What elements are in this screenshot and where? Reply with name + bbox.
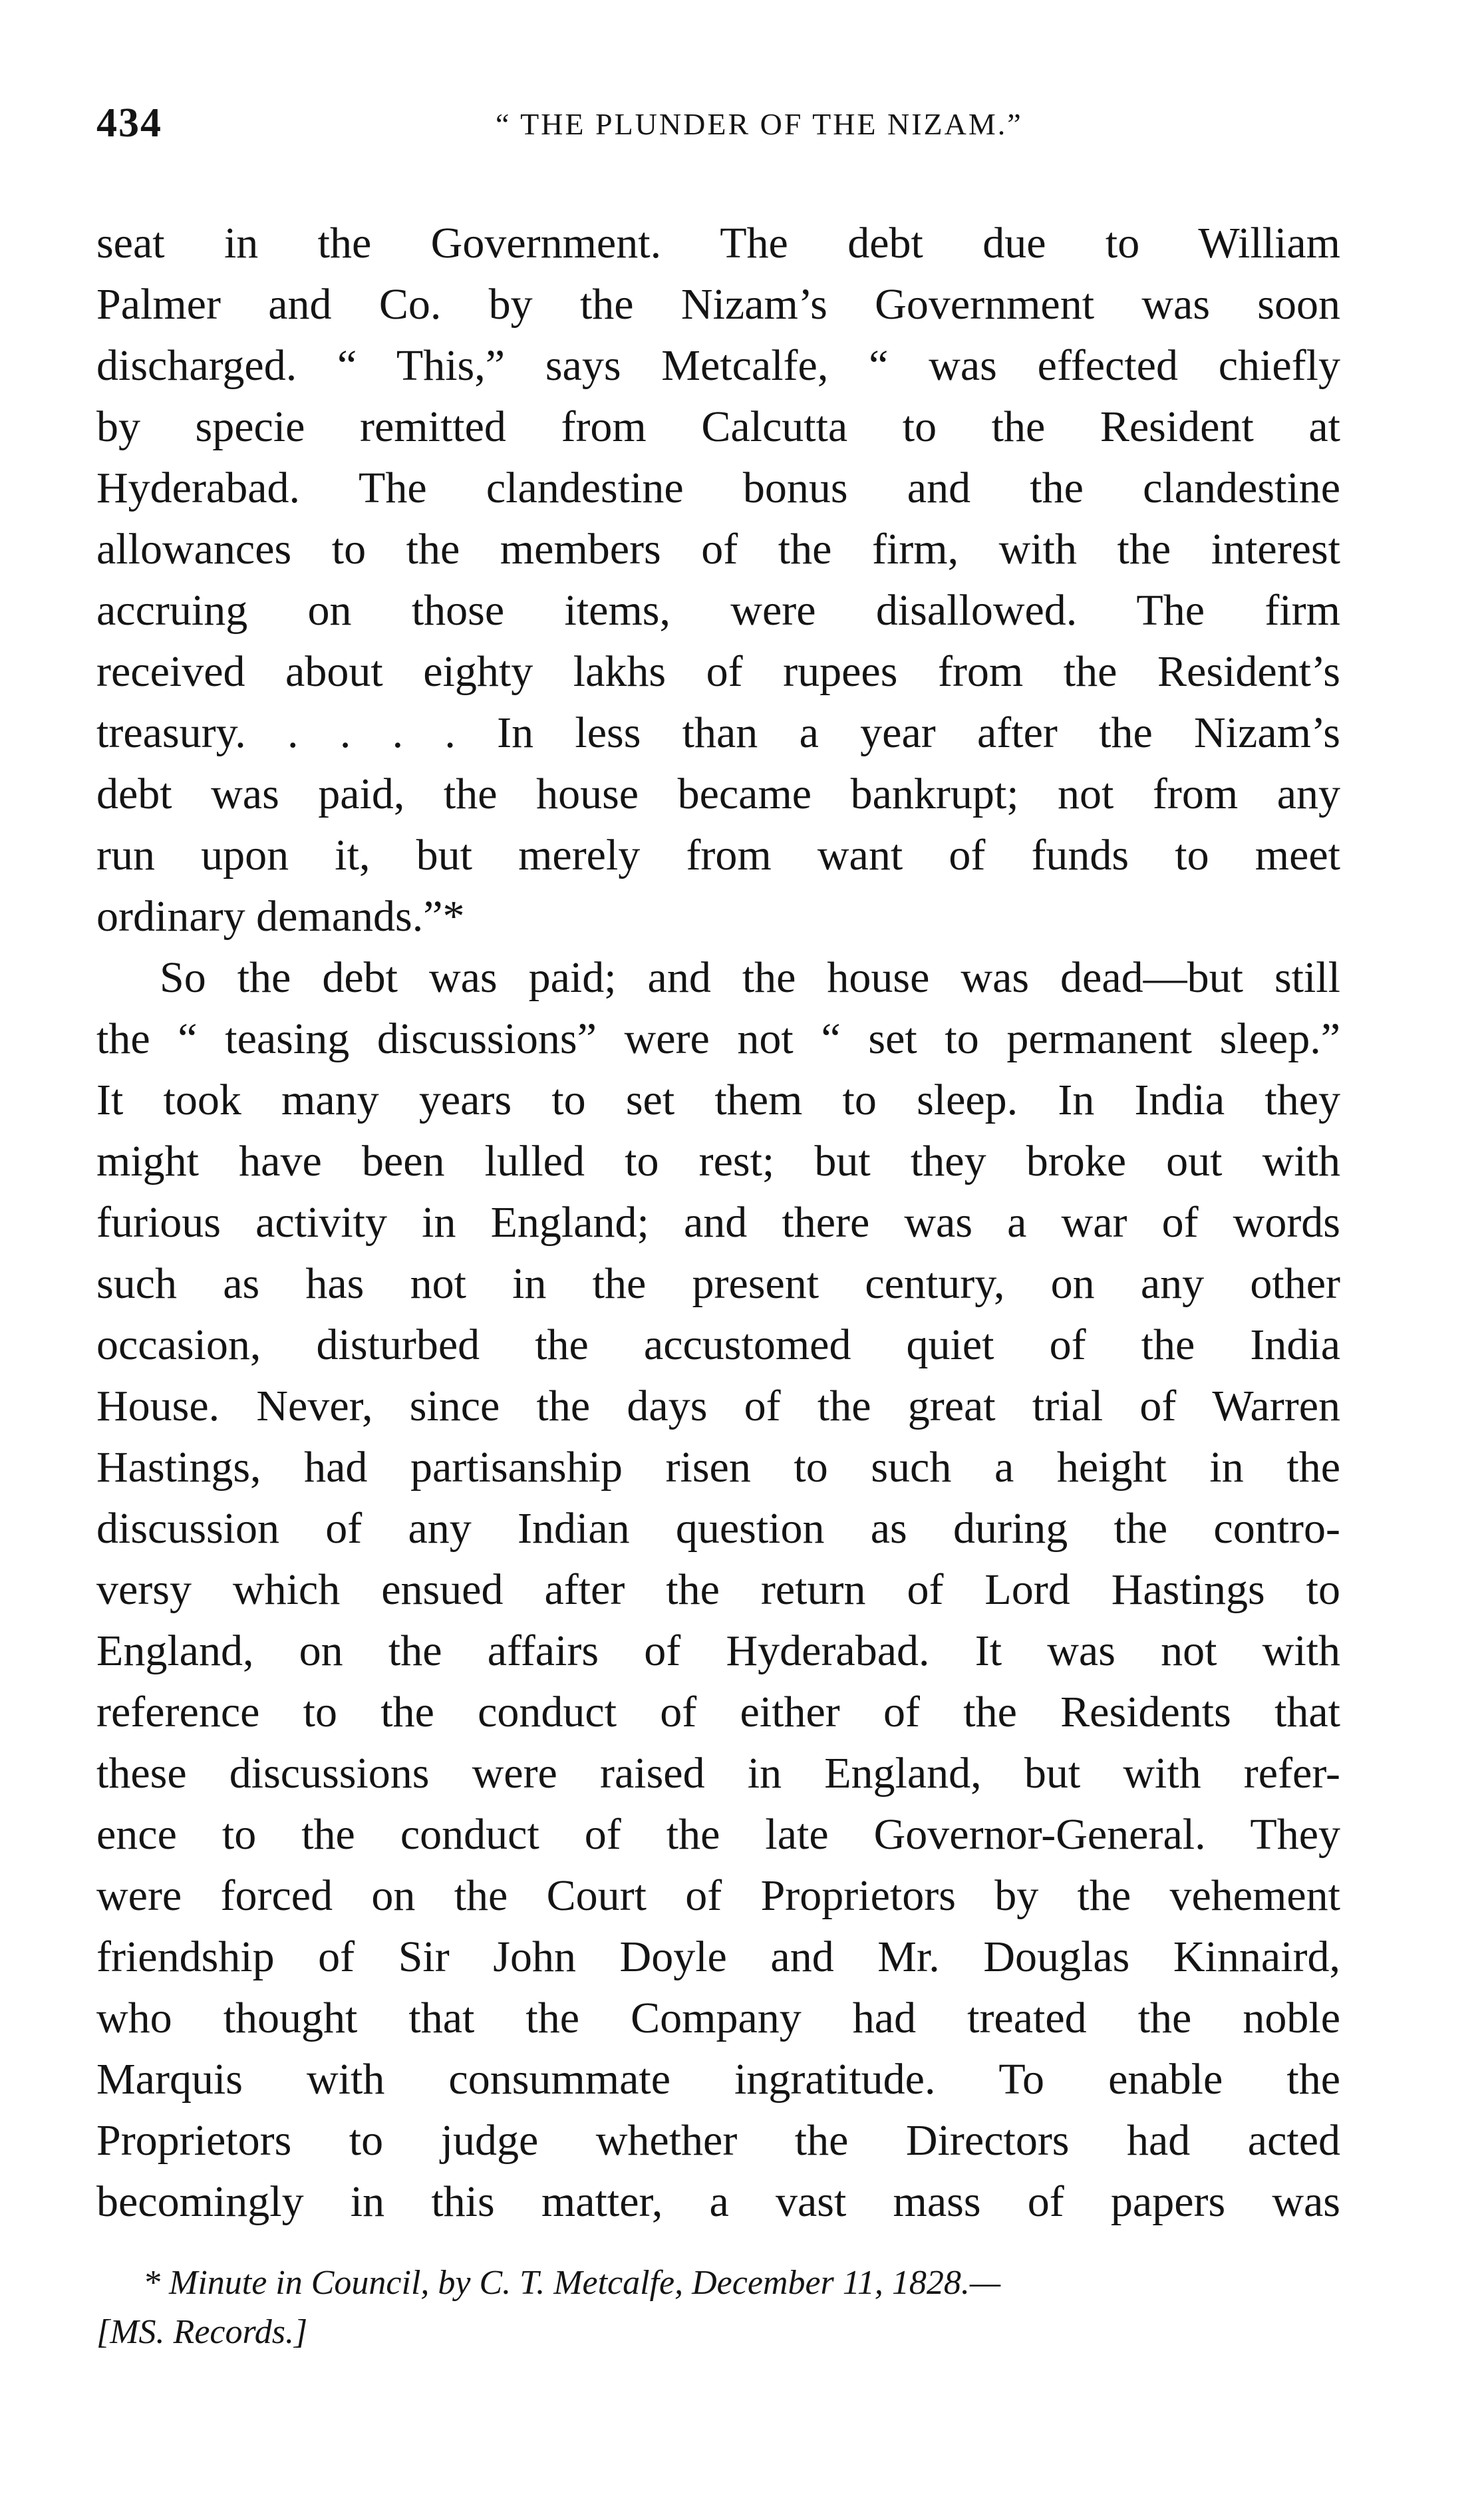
text-line: Marquis with consummate ingratitude. To enable the xyxy=(96,2055,1340,2104)
text-line: discharged. “ This,” says Metcalfe, “ was effected chiefly xyxy=(96,341,1340,390)
text-line: run upon it, but merely from want of funds to meet xyxy=(96,831,1340,879)
text-line: Palmer and Co. by the Nizam’s Government was soon xyxy=(96,280,1340,329)
text-line: Hastings, had partisanship risen to such a height in the xyxy=(96,1443,1340,1492)
text-line: the “ teasing discussions” were not “ set to permanent sleep.” xyxy=(96,1015,1340,1063)
text-line: these discussions were raised in England, but with refer- xyxy=(96,1749,1340,1798)
text-line: might have been lulled to rest; but they broke out with xyxy=(96,1137,1340,1185)
footnote-line: [MS. Records.] xyxy=(96,2313,308,2351)
text-line: seat in the Government. The debt due to William xyxy=(96,219,1340,267)
text-line: House. Never, since the days of the great trial of Warren xyxy=(96,1382,1340,1430)
text-line: Proprietors to judge whether the Directors had acted xyxy=(96,2116,1340,2165)
text-line: such as has not in the present century, on any other xyxy=(96,1259,1340,1308)
text-line: occasion, disturbed the accustomed quiet of the India xyxy=(96,1321,1340,1369)
text-line: treasury. . . . . In less than a year after the Nizam’s xyxy=(96,708,1340,757)
text-line: friendship of Sir John Doyle and Mr. Douglas Kinnaird, xyxy=(96,1933,1340,1981)
page-number: 434 xyxy=(96,100,162,146)
text-line: furious activity in England; and there was a war of words xyxy=(96,1198,1340,1247)
page-header xyxy=(96,100,1340,160)
text-line: received about eighty lakhs of rupees from the Resident’s xyxy=(96,647,1340,696)
footnote-line: * Minute in Council, by C. T. Metcalfe, December 11, 1828.— xyxy=(143,2264,1001,2302)
text-line: ordinary demands.”* xyxy=(96,892,465,941)
text-line: by specie remitted from Calcutta to the Resident at xyxy=(96,402,1340,451)
text-line: who thought that the Company had treated the noble xyxy=(96,1994,1340,2042)
footnote xyxy=(96,2259,1340,2357)
text-line: accruing on those items, were disallowed. The firm xyxy=(96,586,1340,635)
text-line: ence to the conduct of the late Governor-General. They xyxy=(96,1810,1340,1859)
paragraph-start-line: So the debt was paid; and the house was dead—but still xyxy=(160,953,1340,1002)
text-line: reference to the conduct of either of the Residents that xyxy=(96,1688,1340,1736)
body-text xyxy=(96,213,1340,2233)
text-line: Hyderabad. The clandestine bonus and the clandestine xyxy=(96,464,1340,512)
text-line: allowances to the members of the firm, with the interest xyxy=(96,525,1340,573)
text-line: versy which ensued after the return of Lord Hastings to xyxy=(96,1565,1340,1614)
text-line: were forced on the Court of Proprietors by the vehement xyxy=(96,1871,1340,1920)
text-line: discussion of any Indian question as during the contro- xyxy=(96,1504,1340,1553)
text-line: becomingly in this matter, a vast mass of papers was xyxy=(96,2177,1340,2226)
text-line: It took many years to set them to sleep. In India they xyxy=(96,1076,1340,1124)
text-line: England, on the affairs of Hyderabad. It was not with xyxy=(96,1627,1340,1675)
running-head: “ THE PLUNDER OF THE NIZAM.” xyxy=(496,107,1023,141)
text-line: debt was paid, the house became bankrupt; not from any xyxy=(96,770,1340,818)
